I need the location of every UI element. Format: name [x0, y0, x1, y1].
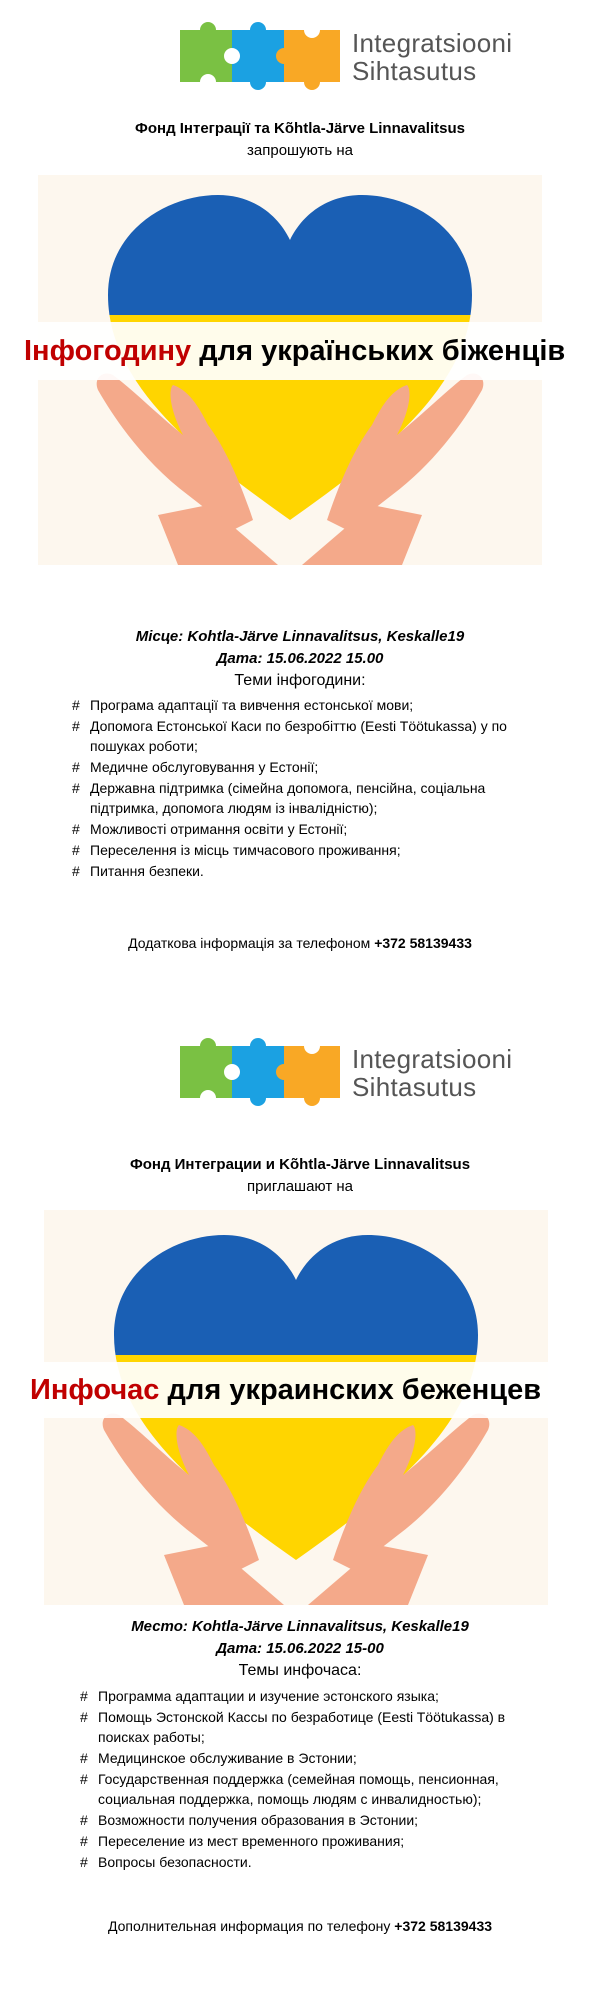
hash-bullet-icon: #	[72, 863, 80, 879]
list-item	[80, 1852, 540, 1872]
banner-highlight: Инфочас	[30, 1373, 160, 1406]
topic-text: Переселення із місць тимчасового проживання;	[90, 842, 401, 858]
topic-text: Питання безпеки.	[90, 863, 204, 879]
hash-bullet-icon: #	[72, 759, 80, 775]
topic-text: Государственная поддержка (семейная помощь, пенсионная, социальная поддержка, помощь людям с инвалидностью);	[98, 1771, 499, 1807]
hash-bullet-icon: #	[80, 1833, 88, 1849]
foundation-logo	[178, 1038, 512, 1108]
list-item	[80, 1831, 540, 1851]
logo-line-1: Integratsiooni	[352, 1044, 513, 1074]
host-organizations: Фонд Інтеграції та Kõhtla-Järve Linnavalitsus	[135, 120, 465, 137]
event-date: Дата: 15.06.2022 15-00	[216, 1640, 384, 1657]
banner-rest: для украинских беженцев	[159, 1373, 542, 1406]
list-item	[72, 778, 522, 818]
list-item	[80, 1686, 540, 1706]
hash-bullet-icon: #	[72, 718, 80, 734]
logo-line-2: Sihtasutus	[352, 1072, 477, 1102]
list-item	[80, 1748, 540, 1768]
hash-bullet-icon: #	[80, 1771, 88, 1787]
event-banner	[20, 1362, 570, 1418]
list-item	[72, 695, 522, 715]
foundation-logo	[178, 22, 512, 92]
logo-line-1: Integratsiooni	[352, 28, 513, 58]
logo-line-2: Sihtasutus	[352, 56, 477, 86]
topic-text: Програма адаптації та вивчення естонської мови;	[90, 697, 414, 713]
hash-bullet-icon: #	[72, 842, 80, 858]
russian-section	[0, 1000, 600, 2012]
hash-bullet-icon: #	[80, 1709, 88, 1725]
hash-bullet-icon: #	[80, 1750, 88, 1766]
hash-bullet-icon: #	[72, 821, 80, 837]
hash-bullet-icon: #	[80, 1688, 88, 1704]
hash-bullet-icon: #	[72, 697, 80, 713]
host-organizations: Фонд Интеграции и Kõhtla-Järve Linnavalitsus	[129, 1156, 471, 1173]
topic-text: Державна підтримка (сімейна допомога, пенсійна, соціальна підтримка, допомога людям із інвалідністю);	[90, 780, 486, 816]
event-place: Місце: Kohtla-Järve Linnavalitsus, Keskalle19	[135, 628, 465, 645]
topic-text: Вопросы безопасности.	[98, 1854, 252, 1870]
topic-text: Медицинское обслуживание в Эстонии;	[98, 1750, 357, 1766]
ukrainian-section	[0, 0, 600, 1000]
contact-info	[0, 935, 600, 951]
contact-phone[interactable]: +372 58139433	[394, 1918, 493, 1934]
contact-phone[interactable]: +372 58139433	[374, 935, 472, 951]
banner-highlight: Інфогодину	[24, 334, 192, 367]
topic-text: Медичне обслуговування у Естонії;	[90, 759, 319, 775]
event-date: Дата: 15.06.2022 15.00	[216, 650, 384, 667]
topics-list	[72, 695, 522, 882]
list-item	[72, 819, 522, 839]
event-banner	[14, 322, 584, 380]
topic-text: Допомога Естонської Каси по безробіттю (Eesti Töötukassa) у по пошуках роботи;	[90, 718, 507, 754]
topics-title: Темы инфочаса:	[238, 1662, 362, 1679]
list-item	[72, 716, 522, 756]
puzzle-icon	[178, 22, 344, 92]
list-item	[72, 840, 522, 860]
puzzle-icon	[178, 1038, 344, 1108]
list-item	[80, 1810, 540, 1830]
contact-text: Дополнительная информация по телефону	[107, 1918, 395, 1934]
contact-info	[0, 1918, 600, 1934]
banner-rest: для українських біженців	[191, 334, 566, 367]
topic-text: Помощь Эстонской Кассы по безработице (Eesti Töötukassa) в поисках работы;	[98, 1709, 506, 1745]
topic-text: Переселение из мест временного проживания;	[98, 1833, 405, 1849]
hash-bullet-icon: #	[80, 1812, 88, 1828]
list-item	[80, 1769, 540, 1809]
topic-text: Программа адаптации и изучение эстонского языка;	[98, 1688, 439, 1704]
contact-text: Додаткова інформація за телефоном	[128, 935, 375, 951]
topics-title: Теми інфогодини:	[234, 672, 366, 689]
topic-text: Возможности получения образования в Эстонии;	[98, 1812, 419, 1828]
logo-text	[352, 1045, 512, 1101]
invite-text: запрошують на	[247, 142, 353, 159]
hash-bullet-icon: #	[80, 1854, 88, 1870]
topic-text: Можливості отримання освіти у Естонії;	[90, 821, 348, 837]
list-item	[72, 757, 522, 777]
topics-list	[80, 1686, 540, 1873]
list-item	[72, 861, 522, 881]
hash-bullet-icon: #	[72, 780, 80, 796]
logo-text	[352, 29, 512, 85]
event-place: Место: Kohtla-Järve Linnavalitsus, Keskalle19	[131, 1618, 469, 1635]
list-item	[80, 1707, 540, 1747]
invite-text: приглашают на	[246, 1178, 354, 1195]
